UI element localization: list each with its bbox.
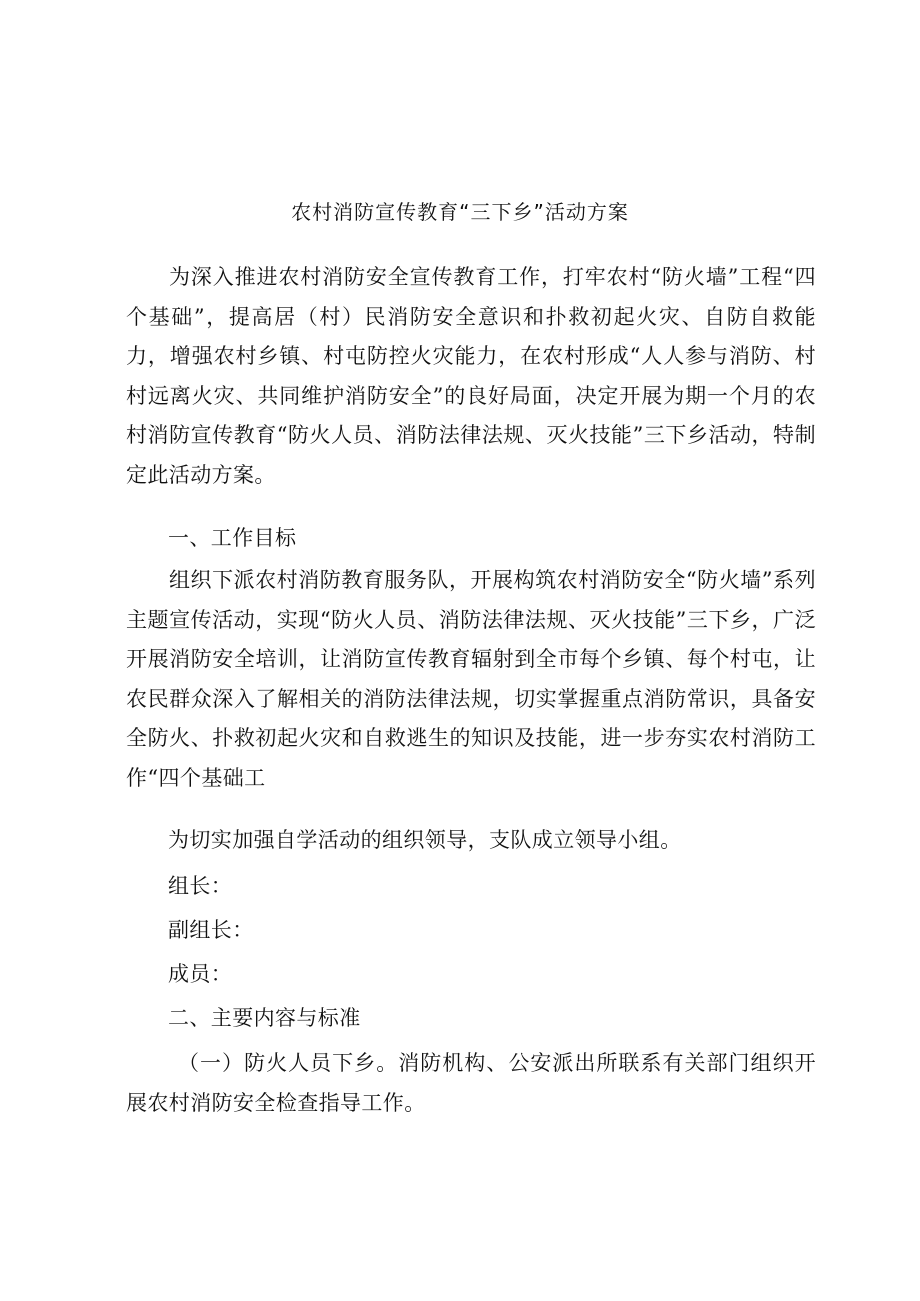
item-1-paragraph: （一）防火人员下乡。消防机构、公安派出所联系有关部门组织开展农村消防安全检查指导工作。 <box>126 1051 816 1115</box>
section-2-heading: 二、主要内容与标准 <box>168 1006 361 1030</box>
intro-paragraph: 为深入推进农村消防安全宣传教育工作，打牢农村“防火墙”工程“四个基础”，提高居（村）民消防安全意识和扑救初起火灾、自防自救能力，增强农村乡镇、村屯防控火灾能力，在农村形成“人人参与消防、村村远离火灾、共同维护消防安全”的良好局面，决定开展为期一个月的农村消防宣传教育“防火人员、消防法律法规、灭火技能”三下乡活动，特制定此活动方案。 <box>126 265 816 487</box>
deputy-leader-label: 副组长： <box>168 918 254 942</box>
document-title: 农村消防宣传教育“三下乡”活动方案 <box>291 200 629 224</box>
section-1-paragraph: 组织下派农村消防教育服务队，开展构筑农村消防安全“防火墙”系列主题宣传活动，实现“防火人员、消防法律法规、灭火技能”三下乡，广泛开展消防安全培训，让消防宣传教育辐射到全市每个乡镇、每个村屯，让农民群众深入了解相关的消防法律法规，切实掌握重点消防常识，具备安全防火、扑救初起火灾和自救逃生的知识及技能，进一步夯实农村消防工作“四个基础工 <box>126 568 816 790</box>
leader-label: 组长： <box>168 874 233 898</box>
section-1-heading: 一、工作目标 <box>168 526 297 550</box>
members-label: 成员： <box>168 962 233 986</box>
leadership-paragraph: 为切实加强自学活动的组织领导，支队成立领导小组。 <box>168 828 682 852</box>
